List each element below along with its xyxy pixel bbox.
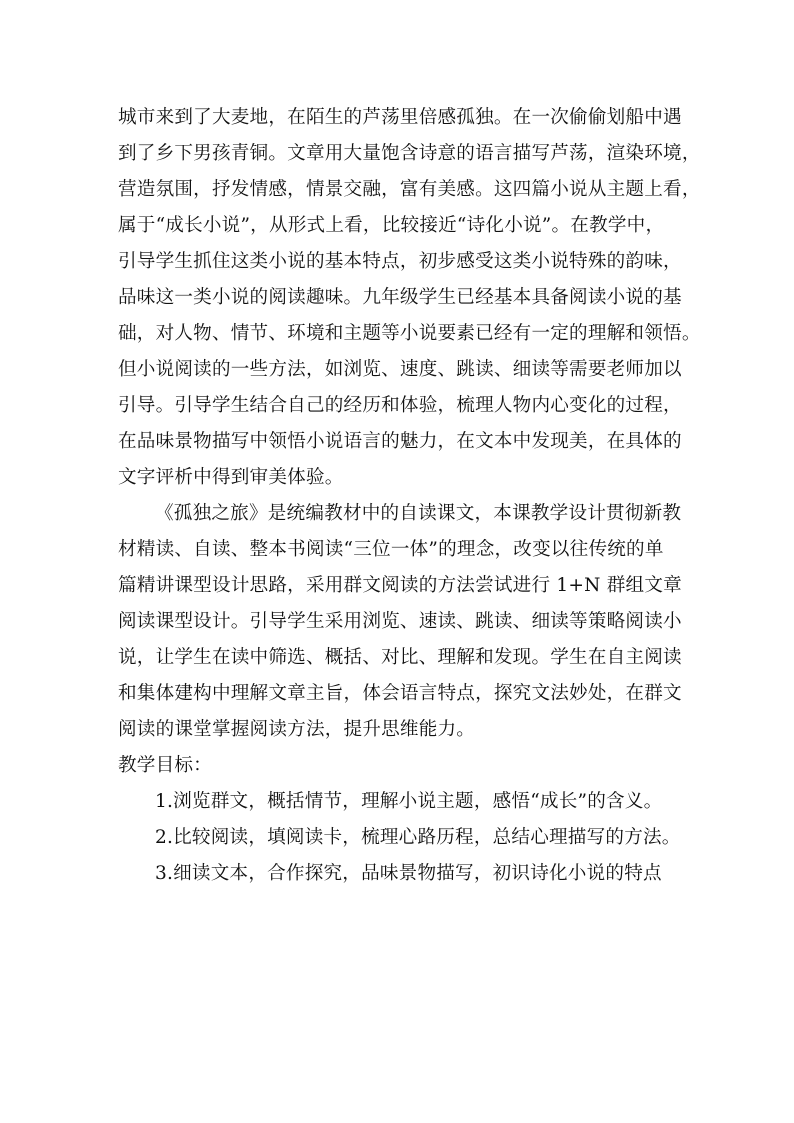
text-line-17: 和集体建构中理解文章主旨，体会语言特点，探究文法妙处，在群文 [118, 683, 682, 704]
text-line-11: 文字评析中得到审美体验。 [118, 467, 344, 488]
text-line-7: 础，对人物、情节、环境和主题等小说要素已经有一定的理解和领悟。 [118, 323, 701, 344]
goal-item-3: 3.细读文本，合作探究，品味景物描写，初识诗化小说的特点 [155, 863, 662, 884]
text-line-2: 到了乡下男孩青铜。文章用大量饱含诗意的语言描写芦荡，渲染环境， [118, 143, 701, 164]
text-line-13: 材精读、自读、整本书阅读“三位一体”的理念，改变以往传统的单 [118, 539, 664, 560]
text-line-14: 篇精讲课型设计思路，采用群文阅读的方法尝试进行 1+N 群组文章 [118, 575, 682, 596]
text-line-16: 说，让学生在读中筛选、概括、对比、理解和发现。学生在自主阅读 [118, 647, 682, 668]
text-line-4: 属于“成长小说”，从形式上看，比较接近“诗化小说”。在教学中， [118, 215, 665, 236]
text-line-5: 引导学生抓住这类小说的基本特点，初步感受这类小说特殊的韵味， [118, 251, 682, 272]
text-line-3: 营造氛围，抒发情感，情景交融，富有美感。这四篇小说从主题上看， [118, 179, 701, 200]
goal-item-2: 2.比较阅读，填阅读卡，梳理心路历程，总结心理描写的方法。 [155, 827, 681, 848]
section-heading-teaching-goals: 教学目标： [118, 755, 212, 776]
text-line-8: 但小说阅读的一些方法，如浏览、速度、跳读、细读等需要老师加以 [118, 359, 682, 380]
text-line-15: 阅读课型设计。引导学生采用浏览、速读、跳读、细读等策略阅读小 [118, 611, 682, 632]
text-line-9: 引导。引导学生结合自己的经历和体验，梳理人物内心变化的过程， [118, 395, 682, 416]
text-line-18: 阅读的课堂掌握阅读方法，提升思维能力。 [118, 719, 476, 740]
text-line-12: 《孤独之旅》是统编教材中的自读课文，本课教学设计贯彻新教 [155, 503, 682, 524]
text-line-1: 城市来到了大麦地，在陌生的芦荡里倍感孤独。在一次偷偷划船中遇 [118, 107, 682, 128]
goal-item-1: 1.浏览群文，概括情节，理解小说主题，感悟“成长”的含义。 [155, 791, 663, 812]
text-line-10: 在品味景物描写中领悟小说语言的魅力，在文本中发现美，在具体的 [118, 431, 682, 452]
text-line-6: 品味这一类小说的阅读趣味。九年级学生已经基本具备阅读小说的基 [118, 287, 682, 308]
